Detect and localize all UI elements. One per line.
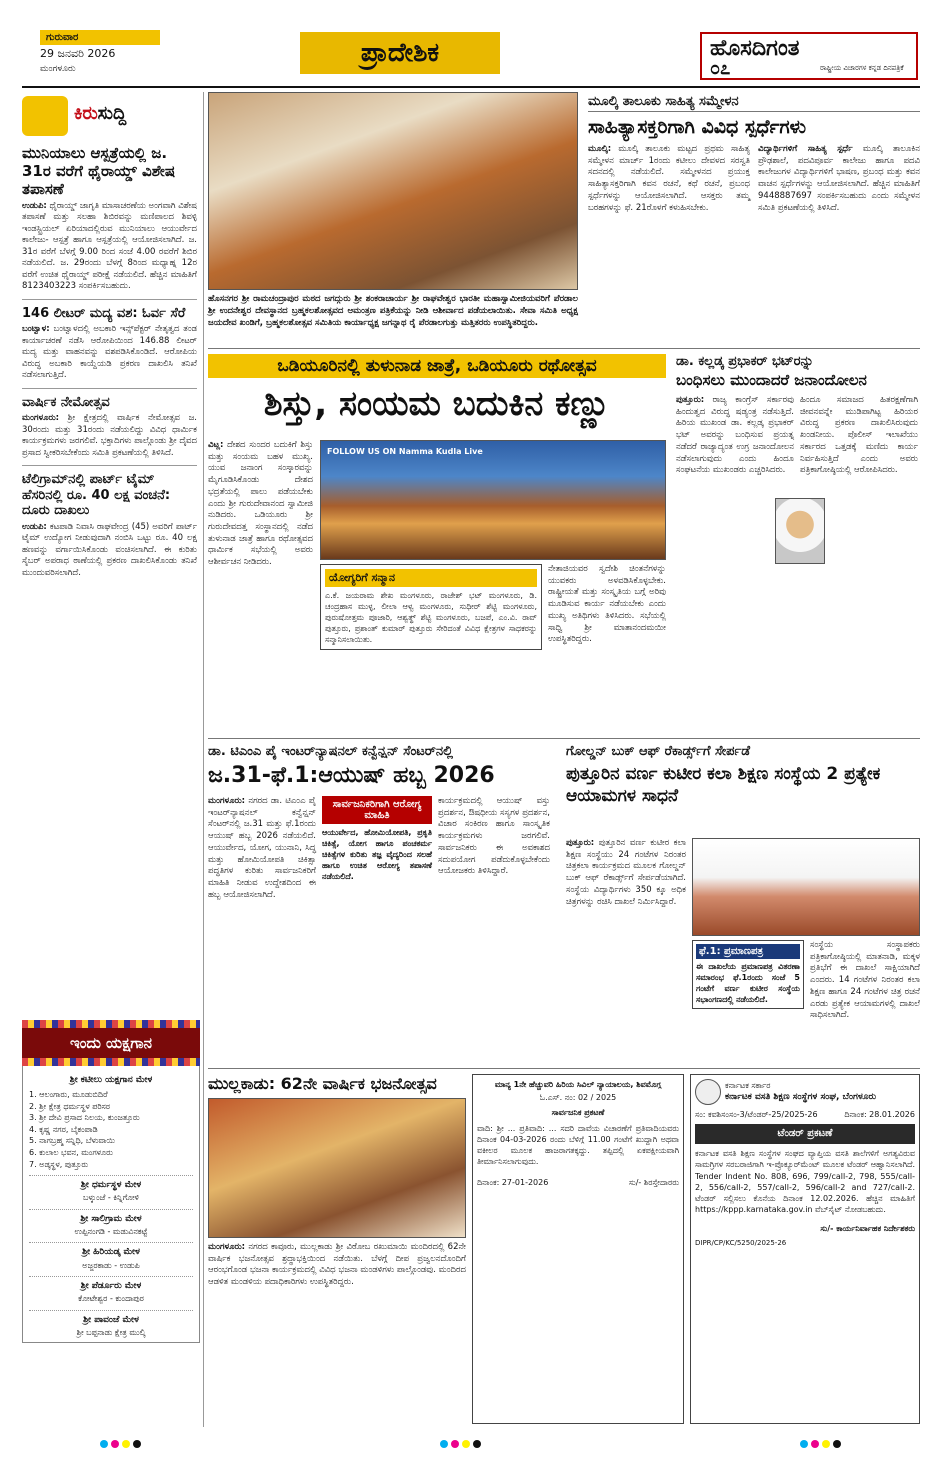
story-col [566,838,686,908]
brief-headline: ಟೆಲಿಗ್ರಾಮ್‌ನಲ್ಲಿ ಪಾರ್ಟ್ ಟೈಮ್ ಹೆಸರಿನಲ್ಲಿ ರೂ. 40 ಲಕ್ಷ ವಂಚನೆ: ದೂರು ದಾಖಲು [22,472,171,519]
brief-dateline: ಬಂಟ್ವಾಳ: [22,324,50,335]
notice-head: ಸಾರ್ವಜನಿಕ ಪ್ರಕಟಣೆ [551,1108,605,1118]
cyan-dot [100,1440,108,1448]
story-col [758,144,920,214]
story-dateline: ಮಂಗಳೂರು: [208,796,246,806]
odiyooru-story [208,354,666,430]
tender-date: ದಿನಾಂಕ: 28.01.2026 [844,1110,915,1119]
brief-body [22,522,197,579]
masthead-logo [700,32,918,80]
story-columns [588,144,920,214]
tender-notice [690,1074,920,1424]
magenta-dot [811,1440,819,1448]
list-item: 5. ನಾಗಬ್ರಹ್ಮ ಸನ್ನಿಧಿ, ಬೆಳುವಾಯಿ [29,1136,115,1146]
story-body: ನಗರದ ಕಾವೂರು, ಮುಲ್ಲಕಾಡು ಶ್ರೀ ವಿಠೋಬ ರಖುಮಾಯಿ ಮಂದಿರದಲ್ಲಿ 62ನೇ ವಾರ್ಷಿಕ ಭಜನೋತ್ಸವ ಶ್ರದ್ಧಾಭಕ್ತಿಯಿಂದ ನಡೆಯಿತು. ಬೆಳಗ್ಗೆ ದೀಪ ಪ್ರಜ್ವಲನದೊಂದಿಗೆ ಆರಂಭಗೊಂಡ ಭಜನಾ ಕಾರ್ಯಕ್ರಮದಲ್ಲಿ ವಿವಿಧ ಭಜನಾ ಮಂಡಳಿಗಳು ಪಾಲ್ಗೊಂಡವು. ಮಂದಿರದ ಆಡಳಿತ ಮಂಡಳಿಯ ಪದಾಧಿಕಾರಿಗಳು ಉಪಸ್ಥಿತರಿದ್ದರು. [208,1242,466,1288]
box-text: ಆಯುರ್ವೇದ, ಹೋಮಿಯೋಪತಿ, ಪ್ರಕೃತಿ ಚಿಕಿತ್ಸೆ, ಯೋಗ ಹಾಗೂ ಪಂಚಕರ್ಮ ಚಿಕಿತ್ಸೆಗಳ ಕುರಿತು ತಜ್ಞ ವೈದ್ಯರಿಂದ ಸಲಹೆ ಹಾಗೂ ಉಚಿತ ಆರೋಗ್ಯ ತಪಾಸಣೆ ನಡೆಯಲಿದೆ. [322,828,432,882]
govt-emblem-icon [695,1079,721,1105]
certificate-box [692,940,804,1009]
story-headline: ಜ.31-ಫೆ.1:ಆಯುಷ್ ಹಬ್ಬ 2026 [208,763,495,788]
story-col [676,395,794,477]
brief-dateline: ಉಡುಪಿ: [22,201,47,211]
brand-name: ಹೊಸದಿಗಂತ [710,36,800,61]
story-col: ನೇತಾಜಿಯವರ ಸ್ವದೇಶಿ ಚಿಂತನೆಗಳನ್ನು ಯುವಕರು ಅಳವಡಿಸಿಕೊಳ್ಳಬೇಕು. ರಾಷ್ಟ್ರೀಯತೆ ಮತ್ತು ಸಂಸ್ಕೃತಿಯ ಬಗ್ಗೆ ಅರಿವು ಮೂಡಿಸುವ ಕಾರ್ಯ ನಡೆಯಬೇಕು ಎಂದು ಮುಖ್ಯ ಅತಿಥಿಗಳು ತಿಳಿಸಿದರು. ಸಭೆಯಲ್ಲಿ ಸಾಧ್ವಿ ಶ್ರೀ ಮಾತಾನಂದಮಯೀ ಉಪಸ್ಥಿತರಿದ್ದರು. [548,564,666,645]
story-headline: ಪುತ್ತೂರಿನ ವರ್ಣ ಕುಟೀರ ಕಲಾ ಶಿಕ್ಷಣ ಸಂಸ್ಥೆಯ 2 ಪ್ರತ್ಯೇಕ ಆಯಾಮಗಳ ಸಾಧನೆ [566,764,881,807]
story-text: ರಾಜ್ಯ ಕಾಂಗ್ರೆಸ್ ಸರ್ಕಾರವು ಹಿಂದುತ್ವದ ವಿರುದ್ಧ ಷಡ್ಯಂತ್ರ ನಡೆಸುತ್ತಿದೆ. ಹಿರಿಯ ಮುಖಂಡ ಡಾ. ಕಲ್ಲಡ್ಕ ಪ್ರಭಾಕರ್ ಭಟ್ ಅವರನ್ನು ಬಂಧಿಸುವ ಪ್ರಯತ್ನ ನಡೆದರೆ ರಾಜ್ಯಾದ್ಯಂತ ಉಗ್ರ ಜನಾಂದೋಲನ ನಡೆಸಲಾಗುವುದು ಎಂದು ಹಿಂದೂ ಸಂಘಟನೆಯ ಮುಖಂಡರು ಎಚ್ಚರಿಸಿದರು. [676,395,794,476]
org-name: ಕರ್ನಾಟಕ ವಸತಿ ಶಿಕ್ಷಣ ಸಂಸ್ಥೆಗಳ ಸಂಘ, ಬೆಂಗಳೂರು [725,1092,877,1103]
notice-title: ಮಾನ್ಯ 1ನೇ ಹೆಚ್ಚುವರಿ ಹಿರಿಯ ಸಿವಿಲ್ ನ್ಯಾಯಾಲಯ, ಶಿವಮೊಗ್ಗ [494,1080,662,1089]
notice-sign: ಸು/- ಶಿರಸ್ತೇದಾರರು [628,1178,679,1188]
swamiji-photo [208,92,578,290]
yakshagana-list [22,1066,200,1343]
golden-story [566,744,920,815]
brief-headline: ವಾರ್ಷಿಕ ನೇಮೋತ್ಸವ [22,394,110,410]
kalladka-story [676,354,920,477]
notice-footer [477,1177,679,1188]
kirusuddi-column [22,92,197,579]
story-col [208,440,313,569]
tender-code: DIPR/CP/KC/5250/2025-26 [695,1238,787,1247]
edition-location: ಮಂಗಳೂರು [40,64,76,74]
kirusuddi-label-b: ಸುದ್ದಿ [97,103,127,124]
story-dateline: ಮೂಲ್ಕಿ: [588,144,612,154]
kirusuddi-label-a: ಕಿರು [74,103,98,124]
cyan-dot [440,1440,448,1448]
yellow-dot [822,1440,830,1448]
brief-headline: ಮುನಿಯಾಲು ಆಸ್ಪತ್ರೆಯಲ್ಲಿ ಜ. 31ರ ವರೆಗೆ ಥೈರಾಯ್ಡ್ ವಿಶೇಷ ತಪಾಸಣೆ [22,144,176,198]
story-columns [676,395,920,477]
divider [208,1068,920,1069]
decorative-band [22,1020,200,1028]
black-dot [833,1440,841,1448]
mela-location: ಶ್ರೀ ಬಪ್ಪನಾಡು ಕ್ಷೇತ್ರ ಮುಲ್ಕಿ [76,1327,146,1337]
story-text: ಮೂಲ್ಕಿ ತಾಲೂಕಿನ ಪ್ರೌಢಶಾಲೆ, ಪದವಿಪೂರ್ವ ಕಾಲೇಜು ಹಾಗೂ ಪದವಿ ಕಾಲೇಜುಗಳ ವಿದ್ಯಾರ್ಥಿಗಳಿಗೆ ಭಾಷಣ, ಪ್ರಬಂಧ ಮತ್ತು ಕವನ ವಾಚನ ಸ್ಪರ್ಧೆಗಳನ್ನು ಆಯೋಜಿಸಲಾಗಿದೆ. ಹೆಚ್ಚಿನ ಮಾಹಿತಿಗೆ 9448887697 ಸಂಪರ್ಕಿಸಬಹುದು ಎಂದು ಸಮ್ಮೇಳನ ಸಮಿತಿ ಪ್ರಕಟಣೆಯಲ್ಲಿ ತಿಳಿಸಿದೆ. [758,144,920,213]
divider [22,465,197,466]
govt-name: ಕರ್ನಾಟಕ ಸರ್ಕಾರ [725,1081,771,1091]
list-item: 7. ಅಡ್ಕಸ್ಥಳ, ಪುತ್ತೂರು [29,1159,89,1169]
story-text: ನಗರದ ಡಾ. ಟಿಎಂಎ ಪೈ ಇಂಟರ್‌ನ್ಯಾಷನಲ್ ಕನ್ವೆನ್ಷನ್ ಸೆಂಟರ್‌ನಲ್ಲಿ ಜ.31 ಮತ್ತು ಫೆ.1ರಂದು ಆಯುಷ್ ಹಬ್ಬ 2026 ನಡೆಯಲಿದೆ. ಆಯುರ್ವೇದ, ಯೋಗ, ಯುನಾನಿ, ಸಿದ್ಧ ಮತ್ತು ಹೋಮಿಯೋಪತಿ ಚಿಕಿತ್ಸಾ ಪದ್ಧತಿಗಳ ಕುರಿತು ಸಾರ್ವಜನಿಕರಿಗೆ ಮಾಹಿತಿ ನೀಡುವ ಉದ್ದೇಶದಿಂದ ಈ ಹಬ್ಬ ಆಯೋಜಿಸಲಾಗಿದೆ. [208,796,317,900]
story-subhead: ವಿದ್ಯಾರ್ಥಿಗಳಿಗೆ ಸಾಹಿತ್ಯ ಸ್ಪರ್ಧೆ [758,144,853,154]
bhajana-story [208,1074,466,1289]
tender-ref: ಸಂ: ಕವಶಿಸಂಸಂ-3/ಟೆಂಡರ್-25/2025-26 [695,1110,818,1119]
vernakuteera-photo [692,838,920,936]
mela-location: ಬಳ್ಕುಂಜೆ - ಕಿನ್ನಿಗೋಳಿ [83,1193,139,1203]
story-col: ಕಾರ್ಯಕ್ರಮದಲ್ಲಿ ಆಯುಷ್ ವಸ್ತು ಪ್ರದರ್ಶನ, ಔಷಧೀಯ ಸಸ್ಯಗಳ ಪ್ರದರ್ಶನ, ವಿಚಾರ ಸಂಕಿರಣ ಹಾಗೂ ಸಾಂಸ್ಕೃತಿಕ ಕಾರ್ಯಕ್ರಮಗಳು ಜರಗಲಿವೆ. ಸಾರ್ವಜನಿಕರು ಈ ಅವಕಾಶದ ಸದುಪಯೋಗ ಪಡೆದುಕೊಳ್ಳಬೇಕೆಂದು ಆಯೋಜಕರು ತಿಳಿಸಿದ್ದಾರೆ. [438,796,550,877]
case-number: ಓ.ಎಸ್. ನಂ: 02 / 2025 [539,1093,617,1103]
box-text: ಎ.ಕೆ. ಜಯರಾಮ ಶೇಖ ಮಂಗಳೂರು, ರಾಜೇಶ್ ಭಟ್ ಮಂಗಳೂರು, ಡಿ. ಚಂದ್ರಹಾಸ ಮುಳ್ಳ, ಲೀಲಾ ಆಳ್ವ ಮಂಗಳೂರು, ಸುಧೀರ್ ಶೆಟ್ಟಿ ಮಂಗಳೂರು, ಪುರುಷೋತ್ತಮ ಪೂಜಾರಿ, ಆಶ್ವತ್ಥ್ ಶೆಟ್ಟಿ ಮಂಗಳೂರು, ಬಜಪೆ, ಎಂ.ವಿ. ರಾವ್ ಪುತ್ತೂರು, ಪ್ರಶಾಂತ್ ಕುಮಾರ್ ಪುತ್ತೂರು ಸೇರಿದಂತೆ ವಿವಿಧ ಕ್ಷೇತ್ರಗಳ ಸಾಧಕರನ್ನು ಸನ್ಮಾನಿಸಲಾಯಿತು. [325,591,537,645]
header-rule [22,86,920,88]
story-kicker: ಮೂಲ್ಕಿ ತಾಲೂಕು ಸಾಹಿತ್ಯ ಸಮ್ಮೇಳನ [588,94,920,112]
date-block [40,30,200,74]
story-col: ಹಿಂದೂ ಸಮಾಜದ ಹಿತರಕ್ಷಣೆಗಾಗಿ ಜೀವನವನ್ನೇ ಮುಡಿಪಾಗಿಟ್ಟ ಹಿರಿಯರ ವಿರುದ್ಧ ಪ್ರಕರಣ ದಾಖಲಿಸಿರುವುದು ಖಂಡನೀಯ. ಪೊಲೀಸ್ ಇಲಾಖೆಯು ಸರ್ಕಾರದ ಒತ್ತಡಕ್ಕೆ ಮಣಿದು ಕಾರ್ಯ ನಿರ್ವಹಿಸುತ್ತಿದೆ ಎಂದು ಅವರು ಪತ್ರಿಕಾಗೋಷ್ಠಿಯಲ್ಲಿ ಆರೋಪಿಸಿದರು. [800,395,918,476]
tender-ref-row [695,1109,915,1120]
list-item: 1. ಆಲಂಗಾರು, ಮೂಡುಬಿದಿರೆ [29,1090,108,1100]
box-text: ಈ ದಾಖಲೆಯ ಪ್ರಮಾಣಪತ್ರ ವಿತರಣಾ ಸಮಾರಂಭ ಫೆ.1ರಂದು ಸಂಜೆ 5 ಗಂಟೆಗೆ ವರ್ಣ ಕುಟೀರ ಸಂಸ್ಥೆಯ ಸಭಾಂಗಣದಲ್ಲಿ ನಡೆಯಲಿದೆ. [696,962,800,1005]
health-box [322,796,432,901]
brief-text: ಕಟಪಾಡಿ ನಿವಾಸಿ ರಾಘವೇಂದ್ರ (45) ಅವರಿಗೆ ಪಾರ್ಟ್ ಟೈಮ್ ಉದ್ಯೋಗ ನೀಡುವುದಾಗಿ ನಂಬಿಸಿ ಒಟ್ಟು ರೂ. 40 ಲಕ್ಷ ಹಣವನ್ನು ವರ್ಗಾಯಿಸಿಕೊಂಡು ವಂಚಿಸಲಾಗಿದೆ. ಈ ಕುರಿತು ಸೈಬರ್ ಅಪರಾಧ ಠಾಣೆಯಲ್ಲಿ ಪ್ರಕರಣ ದಾಖಲಿಸಿಕೊಂಡು ತನಿಖೆ ಮುಂದುವರಿಸಲಾಗಿದೆ. [22,521,197,578]
story-text: ಪುತ್ತೂರಿನ ವರ್ಣ ಕುಟೀರ ಕಲಾ ಶಿಕ್ಷಣ ಸಂಸ್ಥೆಯು 24 ಗಂಟೆಗಳ ನಿರಂತರ ಚಿತ್ರಕಲಾ ಕಾರ್ಯಕ್ರಮದ ಮೂಲಕ ಗೋಲ್ಡನ್ ಬುಕ್ ಆಫ್ ರೆಕಾರ್ಡ್ಸ್‌ಗೆ ಸೇರ್ಪಡೆಯಾಗಿದೆ. ಸಂಸ್ಥೆಯ ವಿದ್ಯಾರ್ಥಿಗಳು 350 ಕ್ಕೂ ಅಧಿಕ ಚಿತ್ರಗಳನ್ನು ರಚಿಸಿ ದಾಖಲೆ ನಿರ್ಮಿಸಿದ್ದಾರೆ. [566,838,686,907]
tender-header [695,1079,915,1105]
kirusuddi-header [22,92,197,138]
story-headline: ಶಿಸ್ತು, ಸಂಯಮ ಬದುಕಿನ ಕಣ್ಣು [263,384,611,424]
story-kicker: ಡಾ. ಟಿಎಂಎ ಪೈ ಇಂಟರ್‌ನ್ಯಾಷನಲ್ ಕನ್ವೆನ್ಷನ್ ಸೆಂಟರ್‌ನಲ್ಲಿ [208,744,453,759]
divider [208,348,920,349]
mela-name: ಶ್ರೀ ಪಾವಂಜೆ ಮೇಳ [29,1310,193,1327]
cyan-dot [800,1440,808,1448]
story-dateline: ವಿಟ್ಲ: [208,440,224,450]
section-title: ಪ್ರಾದೇಶಿಕ [300,32,500,74]
story-headline: ಮುಲ್ಲಕಾಡು: 62ನೇ ವಾರ್ಷಿಕ ಭಜನೋತ್ಸವ [208,1074,437,1093]
mela-name: ಶ್ರೀ ಕಟೀಲು ಯಕ್ಷಗಾನ ಮೇಳ [69,1075,153,1085]
kirusuddi-label [74,102,126,126]
mela-name: ಶ್ರೀ ಧರ್ಮಸ್ಥಳ ಮೇಳ [29,1175,193,1192]
story-text: ದೇಶದ ಸುಂದರ ಬದುಕಿಗೆ ಶಿಸ್ತು ಮತ್ತು ಸಂಯಮ ಬಹಳ ಮುಖ್ಯ. ಯುವ ಜನಾಂಗ ಸಂಸ್ಕಾರವನ್ನು ಮೈಗೂಡಿಸಿಕೊಂಡು ದೇಶದ ಭದ್ರತೆಯಲ್ಲಿ ಪಾಲು ಪಡೆಯಬೇಕು ಎಂದು ಶ್ರೀ ಗುರುದೇವಾನಂದ ಸ್ವಾಮೀಜಿ ನುಡಿದರು. ಒಡಿಯೂರು ಶ್ರೀ ಗುರುದೇವದತ್ತ ಸಂಸ್ಥಾನದಲ್ಲಿ ನಡೆದ ತುಳುನಾಡ ಜಾತ್ರೆ ಹಾಗೂ ರಥೋತ್ಸವದ ಧಾರ್ಮಿಕ ಸಭೆಯಲ್ಲಿ ಅವರು ಆಶೀರ್ವಚನ ನೀಡಿದರು. [208,440,313,568]
tender-title: ಟೆಂಡರ್ ಪ್ರಕಟಣೆ [695,1124,915,1144]
divider [208,738,920,739]
story-col [588,144,750,214]
column-rule [203,92,204,1427]
black-dot [133,1440,141,1448]
story-headline: ಬಂಧಿಸಲು ಮುಂದಾದರೆ ಜನಾಂದೋಲನ [676,371,867,389]
brief-text: ಶ್ರೀ ಕ್ಷೇತ್ರದಲ್ಲಿ ವಾರ್ಷಿಕ ನೇಮೋತ್ಸವ ಜ. 30ರಂದು ಮತ್ತು 31ರಂದು ನಡೆಯಲಿದ್ದು ವಿವಿಧ ಧಾರ್ಮಿಕ ಕಾರ್ಯಕ್ರಮಗಳು ಜರಗಲಿವೆ. ಭಕ್ತಾದಿಗಳು ಪಾಲ್ಗೊಂಡು ಶ್ರೀ ದೈವದ ಪ್ರಸಾದ ಸ್ವೀಕರಿಸಬೇಕೆಂದು ಸಮಿತಿ ಪ್ರಕಟಣೆಯಲ್ಲಿ ತಿಳಿಸಿದೆ. [22,413,197,458]
tender-org-block [725,1080,876,1104]
date: 29 ಜನವರಿ 2026 [40,47,116,60]
list-item: 2. ಶ್ರೀ ಕ್ಷೇತ್ರ ಧರ್ಮಸ್ಥಳ ಪರಿಸರ [29,1101,111,1111]
brief-body [22,413,197,459]
brief-text: ಬಂಟ್ವಾಳದಲ್ಲಿ ಅಬಕಾರಿ ಇನ್ಸ್‌ಪೆಕ್ಟರ್ ನೇತೃತ್ವದ ತಂಡ ಕಾರ್ಯಾಚರಣೆ ನಡೆಸಿ ಆರೋಪಿಯಿಂದ 146.88 ಲೀಟರ್ ಮದ್ಯ ಮತ್ತು ವಾಹನವನ್ನು ವಶಪಡಿಸಿಕೊಂಡಿದೆ. ಆರೋಪಿಯ ವಿರುದ್ಧ ಅಬಕಾರಿ ಕಾಯ್ದೆಯಡಿ ಪ್ರಕರಣ ದಾಖಲಿಸಿ ತನಿಖೆ ನಡೆಸಲಾಗುತ್ತಿದೆ. [22,324,197,381]
yellow-dot [122,1440,130,1448]
registration-marks [100,1440,141,1448]
story-columns [208,796,554,901]
story-kicker: ಡಾ. ಕಲ್ಲಡ್ಕ ಪ್ರಭಾಕರ್ ಭಟ್‌ರನ್ನು [676,354,814,369]
brief-dateline: ಉಡುಪಿ: [22,521,47,532]
story-kicker: ಗೋಲ್ಡನ್ ಬುಕ್ ಆಫ್ ರೆಕಾರ್ಡ್ಸ್‌ಗೆ ಸೇರ್ಪಡೆ [566,744,751,759]
court-notice [472,1074,684,1424]
magenta-dot [111,1440,119,1448]
mela-location: ಕೋಟೇಶ್ವರ - ಕುಂದಾಪುರ [78,1294,144,1304]
tender-body: ಕರ್ನಾಟಕ ವಸತಿ ಶಿಕ್ಷಣ ಸಂಸ್ಥೆಗಳ ಸಂಘದ ವ್ಯಾಪ್ತಿಯ ವಸತಿ ಶಾಲೆಗಳಿಗೆ ಅಗತ್ಯವಿರುವ ಸಾಮಗ್ರಿಗಳ ಸರಬರಾಜಿಗಾಗಿ ಇ-ಪ್ರೊಕ್ಯೂರ್‌ಮೆಂಟ್ ಮೂಲಕ ಟೆಂಡರ್ ಆಹ್ವಾನಿಸಲಾಗಿದೆ. Tender Indent No. 808, 696, 799/call-2, 798, 555/call-2, 556/call-2, 557/call-2, 596/call-2 and 727/call-2. ಟೆಂಡರ್ ಸಲ್ಲಿಸಲು ಕೊನೆಯ ದಿನಾಂಕ 12.02.2026. ಹೆಚ್ಚಿನ ಮಾಹಿತಿಗೆ https://kppp.karnataka.gov.in ವೆಬ್‌ಸೈಟ್ ನೋಡಬಹುದು. [695,1149,915,1215]
black-dot [473,1440,481,1448]
brief-body [22,324,197,381]
notice-date: ದಿನಾಂಕ: 27-01-2026 [477,1178,549,1188]
photo-overlay-text: FOLLOW US ON Namma Kudla Live [327,447,483,456]
story-text: ಮೂಲ್ಕಿ ತಾಲೂಕು ಮಟ್ಟದ ಪ್ರಥಮ ಸಾಹಿತ್ಯ ಸಮ್ಮೇಳನ ಮಾರ್ಚ್ 1ರಂದು ಕಟೀಲು ದೇವಳದ ಸರಸ್ವತಿ ಸದನದಲ್ಲಿ ನಡೆಯಲಿದೆ. ಸಮ್ಮೇಳನದ ಪ್ರಯುಕ್ತ ಸಾಹಿತ್ಯಾಸಕ್ತರಿಗಾಗಿ ಕವನ ರಚನೆ, ಕಥೆ ರಚನೆ, ಪ್ರಬಂಧ ಸ್ಪರ್ಧೆಗಳನ್ನು ಆಯೋಜಿಸಲಾಗಿದೆ. ಆಸಕ್ತರು ತಮ್ಮ ಬರಹಗಳನ್ನು ಫೆ. 21ರೊಳಗೆ ಕಳುಹಿಸಬೇಕು. [588,144,750,213]
list-item: 3. ಶ್ರೀ ದೇವಿ ಪ್ರಸಾದ ನಿಲಯ, ಕುಂಜತ್ತೂರು [29,1113,140,1123]
photo-caption: ಹೊಸನಗರ ಶ್ರೀ ರಾಮಚಂದ್ರಾಪುರ ಮಠದ ಜಗದ್ಗುರು ಶ್ರೀ ಶಂಕರಾಚಾರ್ಯ ಶ್ರೀ ರಾಘವೇಶ್ವರ ಭಾರತೀ ಮಹಾಸ್ವಾಮೀಜಿಯವರಿಗೆ ಪೆರಡಾಲ ಶ್ರೀ ಉದನೇಶ್ವರ ದೇವಸ್ಥಾನದ ಬ್ರಹ್ಮಕಲಶೋತ್ಸವದ ಆಮಂತ್ರಣ ಪತ್ರಿಕೆಯನ್ನು ನೀಡಿ ಆಶೀರ್ವಾದ ಪಡೆಯಲಾಯಿತು. ಸೇವಾ ಸಮಿತಿ ಅಧ್ಯಕ್ಷ ಜಯದೇವ ಖಂಡಿಗೆ, ಬ್ರಹ್ಮಕಲಶೋತ್ಸವ ಸಮಿತಿಯ ಕಾರ್ಯಾಧ್ಯಕ್ಷ ಜಗನ್ನಾಥ ರೈ ಪೆರಡಾಲಗುತ್ತು ಮತ್ತಿತರರು ಉಪಸ್ಥಿತರಿದ್ದರು. [208,294,578,328]
story-dateline: ಮಂಗಳೂರು: [208,1242,246,1252]
story-kicker: ಒಡಿಯೂರಿನಲ್ಲಿ ತುಳುನಾಡ ಜಾತ್ರೆ, ಒಡಿಯೂರು ರಥೋತ್ಸವ [208,354,666,378]
story-col [208,796,316,901]
story-dateline: ಪುತ್ತೂರು: [566,838,595,848]
brand-tagline: ರಾಷ್ಟ್ರೀಯ ವಿಚಾರಗಳ ಕನ್ನಡ ದಿನಪತ್ರಿಕೆ [820,64,904,72]
divider [22,388,197,389]
mela-name: ಶ್ರೀ ಹಿರಿಯಡ್ಕ ಮೇಳ [29,1242,193,1259]
brief-dateline: ಮಂಗಳೂರು: [22,413,60,424]
decorative-band [22,1058,200,1066]
odiyooru-photo [320,440,666,560]
yellow-dot [462,1440,470,1448]
divider [22,299,197,300]
box-title: ಸಾರ್ವಜನಿಕರಿಗಾಗಿ ಆರೋಗ್ಯ ಮಾಹಿತಿ [322,796,432,824]
brief-headline: 146 ಲೀಟರ್ ಮದ್ಯ ವಶ: ಓರ್ವ ಸೆರೆ [22,305,186,321]
notice-body: ವಾದಿ: ಶ್ರೀ ... ಪ್ರತಿವಾದಿ: ... ಸದರಿ ದಾವೆಯ ವಿಚಾರಣೆಗೆ ಪ್ರತಿವಾದಿಯವರು ದಿನಾಂಕ 04-03-2026 ರಂದು ಬೆಳಿಗ್ಗೆ 11.00 ಗಂಟೆಗೆ ಖುದ್ದಾಗಿ ಅಥವಾ ವಕೀಲರ ಮೂಲಕ ಹಾಜರಾಗತಕ್ಕದ್ದು. ತಪ್ಪಿದಲ್ಲಿ ಏಕಪಕ್ಷೀಯವಾಗಿ ತೀರ್ಮಾನಿಸಲಾಗುವುದು. [477,1123,679,1167]
story-col: ಸಂಸ್ಥೆಯ ಸಂಸ್ಥಾಪಕರು ಪತ್ರಿಕಾಗೋಷ್ಠಿಯಲ್ಲಿ ಮಾತನಾಡಿ, ಮಕ್ಕಳ ಪ್ರತಿಭೆಗೆ ಈ ದಾಖಲೆ ಸಾಕ್ಷಿಯಾಗಿದೆ ಎಂದರು. 14 ಗಂಟೆಗಳ ನಿರಂತರ ಕಲಾ ಶಿಕ್ಷಣ ಹಾಗೂ 24 ಗಂಟೆಗಳ ಚಿತ್ರ ರಚನೆ ಎರಡು ಪ್ರತ್ಯೇಕ ಆಯಾಮಗಳಲ್ಲಿ ದಾಖಲೆ ಸಾಧಿಸಲಾಗಿದೆ. [810,940,920,1021]
ayush-story [208,744,554,901]
hand-icon [22,96,68,136]
magenta-dot [451,1440,459,1448]
yakshagana-box [22,1020,200,1343]
brief-text: ಥೈರಾಯ್ಡ್ ಜಾಗೃತಿ ಮಾಸಾಚರಣೆಯ ಅಂಗವಾಗಿ ವಿಶೇಷ ತಪಾಸಣೆ ಮತ್ತು ಸಲಹಾ ಶಿಬಿರವನ್ನು ಮಣಿಪಾಲದ ಶಿವಳ್ಳಿ ಇಂಡಸ್ಟ್ರಿಯಲ್ ಏರಿಯಾದಲ್ಲಿರುವ ಮುನಿಯಾಲು ಆಯುರ್ವೇದ ಕಾಲೇಜು- ಆಸ್ಪತ್ರೆ ಹಾಗೂ ಆಸ್ಪತ್ರೆಯಲ್ಲಿ ಆಯೋಜಿಸಲಾಗಿದೆ. ಜ. 31ರ ವರೆಗೆ ಬೆಳಗ್ಗೆ 9.00 ರಿಂದ ಸಂಜೆ 4.00 ರವರೆಗೆ ಶಿಬಿರ ನಡೆಯಲಿದೆ. ಜ. 29ರಂದು ಬೆಳಗ್ಗೆ 8ರಿಂದ ಮಧ್ಯಾಹ್ನ 12ರ ವರೆಗೆ ಉಚಿತ ಥೈರಾಯ್ಡ್ ಪರೀಕ್ಷೆ ನಡೆಯಲಿದೆ. ಹೆಚ್ಚಿನ ಮಾಹಿತಿಗೆ 8123403223 ಸಂಪರ್ಕಿಸಬಹುದು. [22,201,197,292]
story-headline: ಸಾಹಿತ್ಯಾಸಕ್ತರಿಗಾಗಿ ವಿವಿಧ ಸ್ಪರ್ಧೆಗಳು [588,116,806,138]
mela-location: ಅಜ್ಜರಕಾಡು - ಉಡುಪಿ [82,1260,140,1270]
bhajana-photo [208,1098,466,1238]
story-text [208,1242,466,1289]
mela-location: ಉಪ್ಪಿನಂಗಡಿ - ಮಡುವಿನಕಟ್ಟೆ [74,1226,148,1236]
list-item: 6. ಕುಲಾಲ ಭವನ, ಮಂಗಳೂರು [29,1148,113,1158]
mela-name: ಶ್ರೀ ಪೆರ್ಡೂರು ಮೇಳ [29,1276,193,1293]
yakshagana-title: ಇಂದು ಯಕ್ಷಗಾನ [22,1028,200,1058]
tender-sign: ಸು/- ಕಾರ್ಯನಿರ್ವಾಹಕ ನಿರ್ದೇಶಕರು [820,1224,915,1234]
weekday: ಗುರುವಾರ [40,30,160,45]
sahitya-story [588,94,920,214]
portrait-photo [775,498,825,564]
story-dateline: ಪುತ್ತೂರು: [676,395,705,405]
brief-body [22,201,197,293]
honours-box [320,564,542,650]
box-title: ಫೆ.1: ಪ್ರಮಾಣಪತ್ರ [696,944,800,959]
box-title: ಯೋಗ್ಯರಿಗೆ ಸನ್ಮಾನ [325,569,537,587]
registration-marks [440,1440,481,1448]
page-number: ೦೭ [710,58,731,79]
mela-name: ಶ್ರೀ ಸಾಲಿಗ್ರಾಮ ಮೇಳ [29,1209,193,1226]
registration-marks [800,1440,841,1448]
list-item: 4. ಕೃಷ್ಣ ನಗರ, ಬೈಕಂಪಾಡಿ [29,1124,98,1134]
